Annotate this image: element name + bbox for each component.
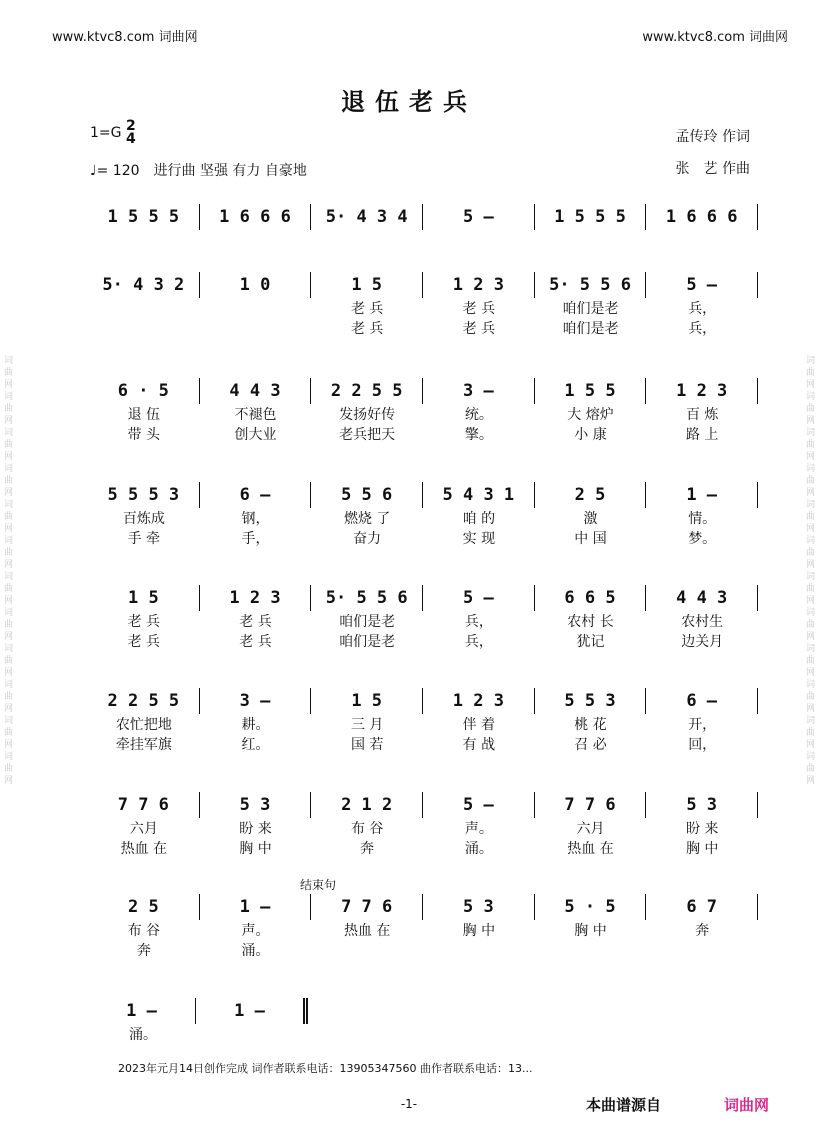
measure: 3 – bbox=[200, 688, 312, 714]
lyric-text: 兵， bbox=[464, 614, 493, 630]
lyric-text bbox=[200, 318, 312, 338]
lyric-text: 老 兵 bbox=[462, 321, 496, 337]
key: 1=G bbox=[90, 125, 122, 141]
lyric-row bbox=[88, 298, 758, 318]
measure: 2 5 bbox=[535, 482, 647, 508]
measure: 1 – bbox=[88, 998, 196, 1024]
lyric-text: 六月 bbox=[129, 821, 158, 837]
score-system bbox=[88, 792, 758, 858]
lyric-text bbox=[200, 298, 312, 318]
composer: 张 艺 作曲 bbox=[675, 161, 750, 177]
side-watermark-right: 词曲网词曲网词曲网词曲网词曲网词曲网词曲网词曲网词曲网词曲网词曲网词曲网 bbox=[804, 355, 814, 787]
lyric-row bbox=[88, 818, 758, 838]
lyric-text: 热血 在 bbox=[567, 841, 614, 857]
lyric-text: 三 月 bbox=[350, 717, 384, 733]
measure: 1 5 bbox=[311, 688, 423, 714]
lyric-text: 咱们是老 bbox=[562, 321, 619, 337]
lyric-row bbox=[88, 528, 758, 548]
lyric-text: 中 国 bbox=[574, 531, 607, 547]
lyric-text bbox=[311, 940, 423, 960]
lyric-text: 盼 来 bbox=[685, 821, 719, 837]
lyric-text: 涌。 bbox=[241, 943, 270, 959]
lyric-row bbox=[88, 838, 758, 858]
lyric-text: 牵挂军旗 bbox=[115, 737, 172, 753]
lyric-text: 梦。 bbox=[688, 531, 717, 547]
lyric-text: 奔 bbox=[360, 841, 375, 857]
lyric-text: 燃烧 了 bbox=[343, 511, 391, 527]
lyric-row bbox=[88, 611, 758, 631]
lyric-text: 桃 花 bbox=[574, 717, 607, 733]
measure: 1 5 bbox=[88, 585, 200, 611]
lyric-text: 兵， bbox=[688, 301, 717, 317]
lyric-text: 情。 bbox=[688, 511, 717, 527]
time-signature: 2 4 bbox=[125, 118, 136, 147]
lyric-text: 老 兵 bbox=[127, 614, 161, 630]
lyric-text: 路 上 bbox=[685, 427, 719, 443]
lyric-text: 开， bbox=[688, 717, 717, 733]
measure: 7 7 6 bbox=[88, 792, 200, 818]
measure: 5· 5 5 6 bbox=[311, 585, 423, 611]
lyric-text: 兵， bbox=[464, 634, 493, 650]
lyric-text: 六月 bbox=[576, 821, 605, 837]
lyric-text: 伴 着 bbox=[462, 717, 496, 733]
staff-line bbox=[88, 792, 758, 818]
lyric-text: 发扬好传 bbox=[339, 407, 396, 423]
lyric-text: 统。 bbox=[464, 407, 493, 423]
lyric-text: 热血 在 bbox=[343, 923, 391, 939]
staff-line bbox=[88, 998, 308, 1024]
measure: 1 5 bbox=[311, 272, 423, 298]
lyric-text: 老 兵 bbox=[462, 301, 496, 317]
lyric-text: 声。 bbox=[464, 821, 493, 837]
lyric-text bbox=[535, 940, 647, 960]
lyric-row bbox=[88, 940, 758, 960]
quarter-note-icon: ♩ bbox=[90, 163, 97, 179]
measure: 5 3 bbox=[423, 894, 535, 920]
lyric-text: 奔 bbox=[695, 923, 710, 939]
measure: 5 – bbox=[423, 792, 535, 818]
measure: 1 2 3 bbox=[646, 378, 758, 404]
measure: 5 3 bbox=[646, 792, 758, 818]
lyric-text: 胸 中 bbox=[239, 841, 272, 857]
measure: 6 · 5 bbox=[88, 378, 200, 404]
lyric-text: 带 头 bbox=[127, 427, 161, 443]
measure: 1 5 5 bbox=[535, 378, 647, 404]
lyric-text: 不褪色 bbox=[234, 407, 277, 423]
lyric-text: 百炼成 bbox=[122, 511, 165, 527]
lyric-text bbox=[198, 1024, 308, 1044]
score-system bbox=[88, 204, 758, 270]
measure: 1 2 3 bbox=[423, 272, 535, 298]
lyric-text: 回， bbox=[688, 737, 717, 753]
lyric-text: 边关月 bbox=[681, 634, 724, 650]
score-system bbox=[88, 585, 758, 651]
lyric-text: 百 炼 bbox=[685, 407, 719, 423]
measure: 5 – bbox=[423, 204, 535, 230]
lyric-text: 老兵把天 bbox=[339, 427, 396, 443]
lyric-row bbox=[88, 714, 758, 734]
measure: 5 4 3 1 bbox=[423, 482, 535, 508]
measure: 1 – bbox=[200, 894, 312, 920]
measure: 2 1 2 bbox=[311, 792, 423, 818]
tempo-line: ♩= 120 进行曲 坚强 有力 自豪地 bbox=[90, 163, 307, 179]
measure: 1 6 6 6 bbox=[646, 204, 758, 230]
measure: 7 7 6 bbox=[535, 792, 647, 818]
lyric-text: 手， bbox=[241, 531, 270, 547]
staff-line bbox=[88, 688, 758, 714]
lyric-text: 老 兵 bbox=[350, 301, 384, 317]
lyric-text: 农村 长 bbox=[567, 614, 614, 630]
staff-line bbox=[88, 272, 758, 298]
measure: 5· 5 5 6 bbox=[535, 272, 647, 298]
song-title: 退伍老兵 bbox=[341, 87, 477, 116]
lyric-text: 奔 bbox=[136, 943, 151, 959]
lyric-row bbox=[88, 318, 758, 338]
lyric-text: 咱们是老 bbox=[339, 614, 396, 630]
lyric-text: 胸 中 bbox=[685, 841, 719, 857]
measure: 2 5 bbox=[88, 894, 200, 920]
measure: 1 – bbox=[646, 482, 758, 508]
lyric-text: 召 必 bbox=[574, 737, 607, 753]
measure: 1 0 bbox=[200, 272, 312, 298]
measure: 2 2 5 5 bbox=[311, 378, 423, 404]
lyric-text: 钢， bbox=[241, 511, 270, 527]
contact-footer: 2023年元月14日创作完成 词作者联系电话：13905347560 曲作者联系电话：13... bbox=[118, 1062, 533, 1075]
staff-line bbox=[88, 585, 758, 611]
measure: 1 6 6 6 bbox=[200, 204, 312, 230]
lyric-text: 犹记 bbox=[576, 634, 605, 650]
score-system bbox=[88, 272, 758, 338]
lyric-row bbox=[88, 404, 758, 424]
lyric-text: 农忙把地 bbox=[115, 717, 172, 733]
lyricist: 孟传玲 作词 bbox=[675, 129, 750, 145]
site-link-left[interactable]: www.ktvc8.com 词曲网 bbox=[52, 30, 198, 45]
measure: 5 5 5 3 bbox=[88, 482, 200, 508]
lyric-text: 声。 bbox=[241, 923, 270, 939]
staff-line bbox=[88, 482, 758, 508]
lyric-text: 兵， bbox=[688, 321, 717, 337]
lyric-text bbox=[423, 940, 535, 960]
measure: 1 5 5 5 bbox=[88, 204, 200, 230]
lyric-row bbox=[88, 230, 758, 250]
lyric-text: 涌。 bbox=[464, 841, 493, 857]
lyric-text: 布 谷 bbox=[127, 923, 161, 939]
lyric-text: 涌。 bbox=[129, 1027, 157, 1043]
lyric-row bbox=[88, 250, 758, 270]
lyric-text: 老 兵 bbox=[127, 634, 161, 650]
source-site-link[interactable]: 词曲网 bbox=[724, 1096, 770, 1114]
lyric-text: 小 康 bbox=[574, 427, 607, 443]
measure: 5· 4 3 4 bbox=[311, 204, 423, 230]
score-system bbox=[88, 482, 758, 548]
lyric-text: 咱们是老 bbox=[562, 301, 619, 317]
measure: 6 7 bbox=[646, 894, 758, 920]
measure: 4 4 3 bbox=[200, 378, 312, 404]
lyric-text: 耕。 bbox=[241, 717, 270, 733]
side-watermark-left: 词曲网词曲网词曲网词曲网词曲网词曲网词曲网词曲网词曲网词曲网词曲网词曲网 bbox=[2, 355, 12, 787]
lyric-text: 红。 bbox=[241, 737, 270, 753]
lyric-text: 热血 在 bbox=[120, 841, 168, 857]
measure: 1 5 5 5 bbox=[535, 204, 647, 230]
site-link-right[interactable]: www.ktvc8.com 词曲网 bbox=[642, 30, 788, 45]
measure: 6 6 5 bbox=[535, 585, 647, 611]
page-number: -1- bbox=[400, 1097, 418, 1111]
score-system bbox=[88, 894, 758, 960]
lyric-text: 退 伍 bbox=[127, 407, 161, 423]
lyric-row bbox=[88, 734, 758, 754]
lyric-text: 盼 来 bbox=[239, 821, 272, 837]
measure: 5 · 5 bbox=[535, 894, 647, 920]
measure: 1 – bbox=[196, 998, 308, 1024]
score-system bbox=[88, 688, 758, 754]
source-label: 本曲谱源自 bbox=[586, 1096, 662, 1114]
lyric-text bbox=[88, 298, 200, 318]
lyric-text: 咱 的 bbox=[462, 511, 496, 527]
measure: 5 5 6 bbox=[311, 482, 423, 508]
lyric-text: 老 兵 bbox=[239, 614, 272, 630]
lyric-text: 创大业 bbox=[234, 427, 277, 443]
lyric-row bbox=[88, 424, 758, 444]
staff-line bbox=[88, 204, 758, 230]
measure: 1 2 3 bbox=[423, 688, 535, 714]
lyric-text: 胸 中 bbox=[574, 923, 607, 939]
lyric-text: 有 战 bbox=[462, 737, 496, 753]
lyric-row bbox=[88, 1024, 308, 1044]
measure: 5 – bbox=[423, 585, 535, 611]
lyric-text: 胸 中 bbox=[462, 923, 496, 939]
lyric-text bbox=[646, 940, 758, 960]
measure: 5 – bbox=[646, 272, 758, 298]
lyric-text: 农村生 bbox=[681, 614, 724, 630]
score-system bbox=[88, 378, 758, 444]
measure: 5 5 3 bbox=[535, 688, 647, 714]
lyric-row bbox=[88, 508, 758, 528]
lyric-text: 大 熔炉 bbox=[567, 407, 614, 423]
score-system bbox=[88, 998, 308, 1064]
measure: 5 3 bbox=[200, 792, 312, 818]
lyric-text: 实 现 bbox=[462, 531, 496, 547]
staff-line bbox=[88, 378, 758, 404]
lyric-text: 擎。 bbox=[464, 427, 493, 443]
measure: 4 4 3 bbox=[646, 585, 758, 611]
lyric-row bbox=[88, 920, 758, 940]
measure: 1 2 3 bbox=[200, 585, 312, 611]
lyric-text: 奋力 bbox=[353, 531, 382, 547]
coda-label: 结束句 bbox=[300, 878, 337, 892]
lyric-text bbox=[88, 318, 200, 338]
lyric-text: 激 bbox=[583, 511, 598, 527]
measure: 5· 4 3 2 bbox=[88, 272, 200, 298]
lyric-text: 老 兵 bbox=[239, 634, 272, 650]
key-signature bbox=[90, 120, 136, 146]
measure: 3 – bbox=[423, 378, 535, 404]
lyric-text: 布 谷 bbox=[350, 821, 384, 837]
staff-line bbox=[88, 894, 758, 920]
lyric-text: 咱们是老 bbox=[339, 634, 396, 650]
lyric-text: 老 兵 bbox=[350, 321, 384, 337]
lyric-text: 国 若 bbox=[350, 737, 384, 753]
lyric-row bbox=[88, 631, 758, 651]
measure: 7 7 6 bbox=[311, 894, 423, 920]
lyric-text: 手 牵 bbox=[127, 531, 161, 547]
measure: 6 – bbox=[200, 482, 312, 508]
measure: 2 2 5 5 bbox=[88, 688, 200, 714]
measure: 6 – bbox=[646, 688, 758, 714]
